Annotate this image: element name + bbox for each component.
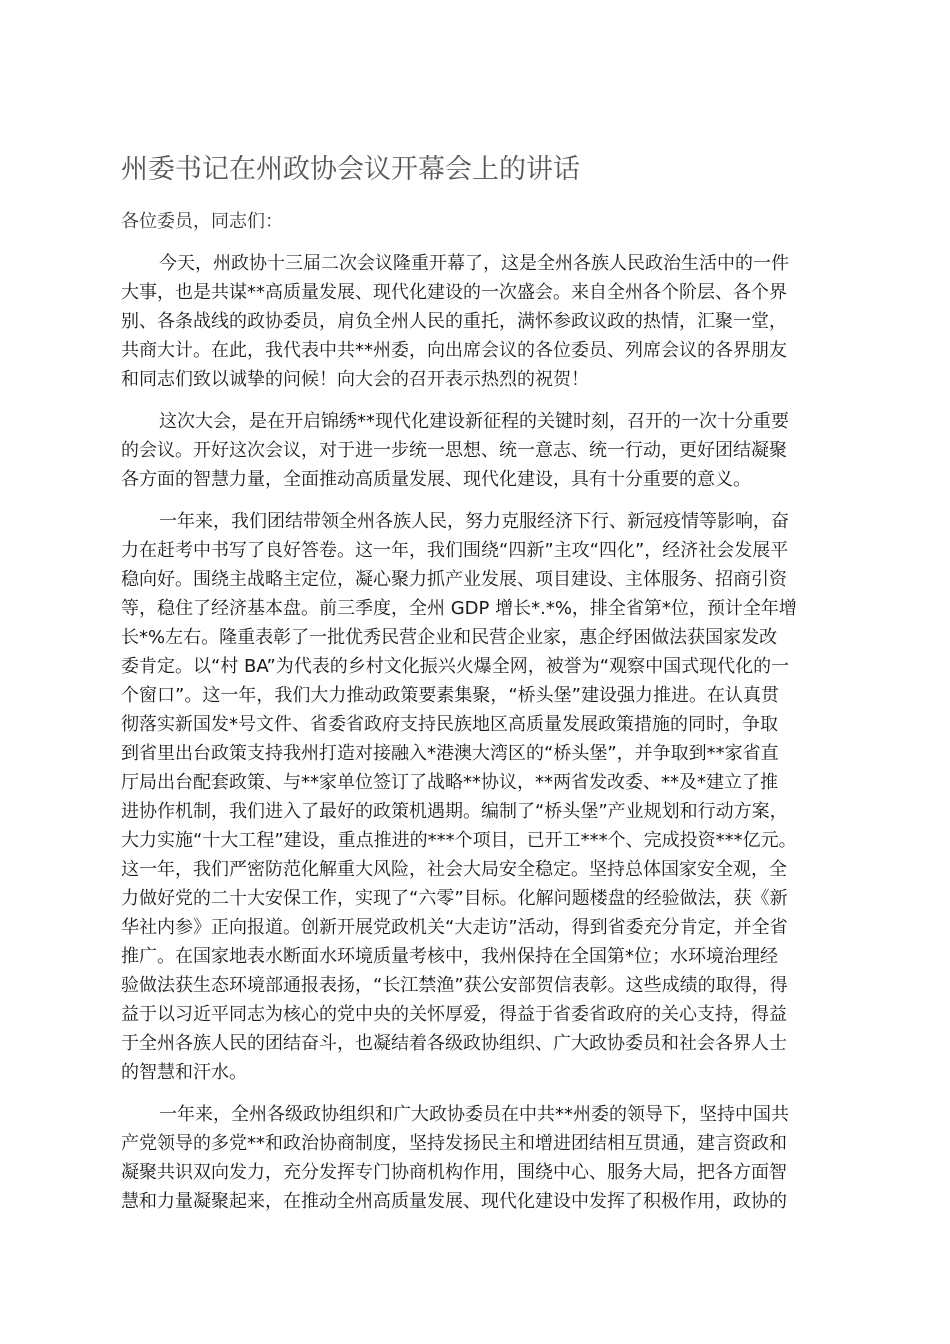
text-line: 凝聚共识双向发力，充分发挥专门协商机构作用，围绕中心、服务大局，把各方面智 bbox=[121, 1162, 787, 1183]
text-line: 这一年，我们严密防范化解重大风险，社会大局安全稳定。坚持总体国家安全观，全 bbox=[121, 859, 787, 880]
document-title: 州委书记在州政协会议开幕会上的讲话 bbox=[121, 154, 580, 185]
text-line: 这次大会，是在开启锦绣**现代化建设新征程的关键时刻，召开的一次十分重要 bbox=[159, 411, 789, 432]
text-line: 大事，也是共谋**高质量发展、现代化建设的一次盛会。来自全州各个阶层、各个界 bbox=[121, 282, 787, 303]
text-line: 力在赶考中书写了良好答卷。这一年，我们围绕“四新”主攻“四化”，经济社会发展平 bbox=[121, 540, 789, 561]
paragraph bbox=[121, 507, 851, 1087]
text-line: 共商大计。在此，我代表中共**州委，向出席会议的各位委员、列席会议的各界朋友 bbox=[121, 340, 787, 361]
text-line: 的会议。开好这次会议，对于进一步统一思想、统一意志、统一行动，更好团结凝聚 bbox=[121, 440, 787, 461]
text-line: 益于以习近平同志为核心的党中央的关怀厚爱，得益于省委省政府的关心支持，得益 bbox=[121, 1004, 787, 1025]
text-line: 等，稳住了经济基本盘。前三季度，全州 GDP 增长*.*%，排全省第*位，预计全年增 bbox=[121, 598, 797, 619]
text-line: 华社内参》正向报道。创新开展党政机关“大走访”活动，得到省委充分肯定，并全省 bbox=[121, 917, 788, 938]
text-line: 慧和力量凝聚起来，在推动全州高质量发展、现代化建设中发挥了积极作用，政协的 bbox=[121, 1191, 787, 1212]
text-line: 验做法获生态环境部通报表扬，“长江禁渔”获公安部贺信表彰。这些成绩的取得，得 bbox=[121, 975, 788, 996]
text-line: 厅局出台配套政策、与**家单位签订了战略**协议，**两省发改委、**及*建立了推 bbox=[121, 772, 778, 793]
text-line: 力做好党的二十大安保工作，实现了“六零”目标。化解问题楼盘的经验做法，获《新 bbox=[121, 888, 788, 909]
text-line: 推广。在国家地表水断面水环境质量考核中，我州保持在全国第*位；水环境治理经 bbox=[121, 946, 778, 967]
paragraph bbox=[121, 249, 851, 394]
paragraph bbox=[121, 1100, 851, 1216]
text-line: 今天，州政协十三届二次会议隆重开幕了，这是全州各族人民政治生活中的一件 bbox=[159, 253, 789, 274]
text-line: 彻落实新国发*号文件、省委省政府支持民族地区高质量发展政策措施的同时，争取 bbox=[121, 714, 778, 735]
text-line: 稳向好。围绕主战略主定位，凝心聚力抓产业发展、项目建设、主体服务、招商引资 bbox=[121, 569, 787, 590]
salutation: 各位委员，同志们： bbox=[121, 211, 283, 232]
document-body bbox=[121, 249, 851, 1229]
text-line: 到省里出台政策支持我州打造对接融入*港澳大湾区的“桥头堡”，并争取到**家省直 bbox=[121, 743, 779, 764]
text-line: 各方面的智慧力量，全面推动高质量发展、现代化建设，具有十分重要的意义。 bbox=[121, 469, 751, 490]
text-line: 产党领导的多党**和政治协商制度，坚持发扬民主和增进团结相互贯通，建言资政和 bbox=[121, 1133, 787, 1154]
text-line: 个窗口”。这一年，我们大力推动政策要素集聚，“桥头堡”建设强力推进。在认真贯 bbox=[121, 685, 779, 706]
text-line: 和同志们致以诚挚的问候！向大会的召开表示热烈的祝贺！ bbox=[121, 369, 589, 390]
text-line: 长*%左右。隆重表彰了一批优秀民营企业和民营企业家，惠企纾困做法获国家发改 bbox=[121, 627, 778, 648]
text-line: 委肯定。以“村 BA”为代表的乡村文化振兴火爆全网，被誉为“观察中国式现代化的一 bbox=[121, 656, 790, 677]
text-line: 进协作机制，我们进入了最好的政策机遇期。编制了“桥头堡”产业规划和行动方案， bbox=[121, 801, 788, 822]
text-line: 的智慧和汗水。 bbox=[121, 1062, 247, 1083]
text-line: 一年来，全州各级政协组织和广大政协委员在中共**州委的领导下，坚持中国共 bbox=[159, 1104, 789, 1125]
text-line: 大力实施“十大工程”建设，重点推进的***个项目，已开工***个、完成投资***亿元。 bbox=[121, 830, 797, 851]
text-line: 一年来，我们团结带领全州各族人民，努力克服经济下行、新冠疫情等影响，奋 bbox=[159, 511, 789, 532]
paragraph bbox=[121, 407, 851, 494]
text-line: 别、各条战线的政协委员，肩负全州人民的重托，满怀参政议政的热情，汇聚一堂， bbox=[121, 311, 787, 332]
text-line: 于全州各族人民的团结奋斗，也凝结着各级政协组织、广大政协委员和社会各界人士 bbox=[121, 1033, 787, 1054]
